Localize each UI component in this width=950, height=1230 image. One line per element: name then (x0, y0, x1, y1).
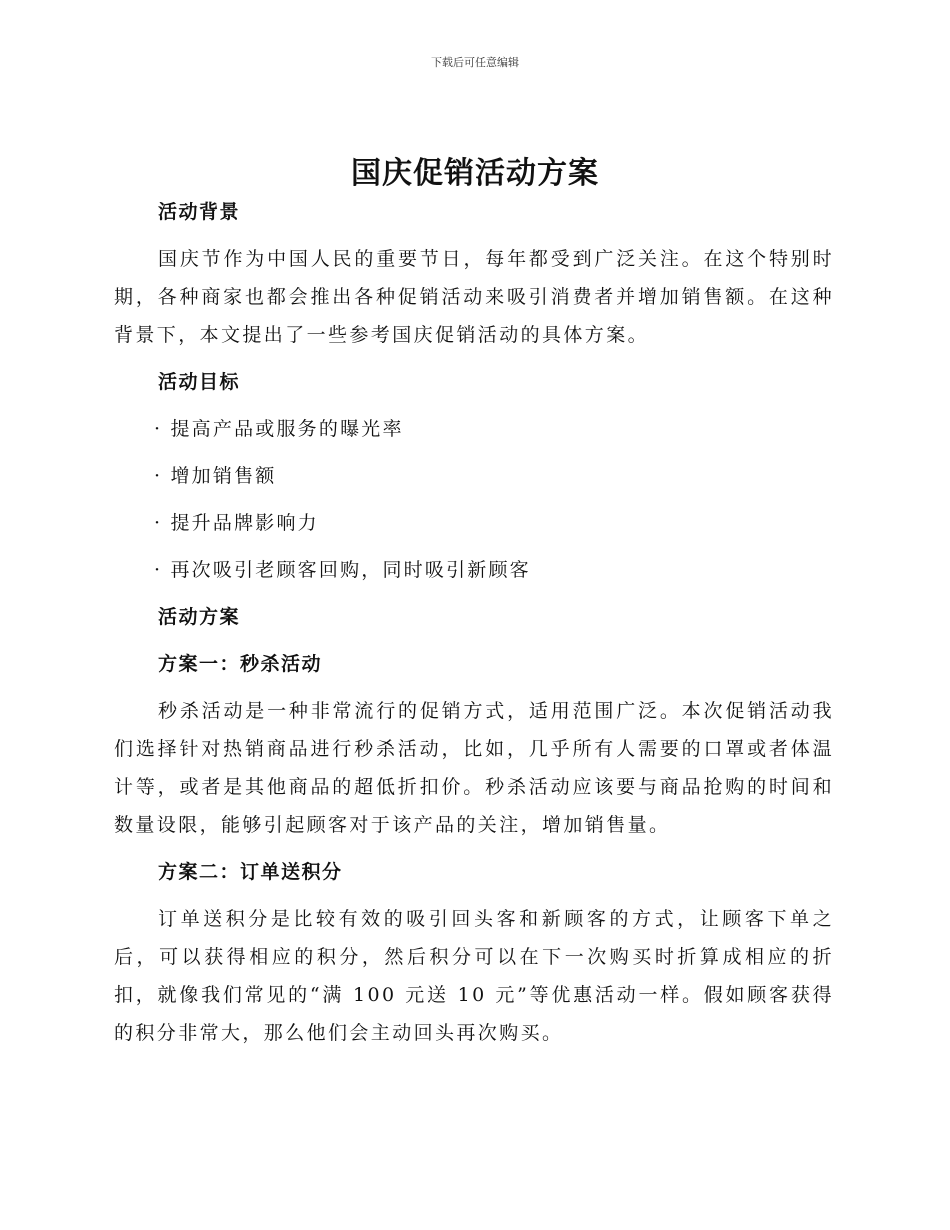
plan2-heading: 方案二：订单送积分 (158, 861, 343, 883)
goal-item: · 提高产品或服务的曝光率 (154, 418, 404, 440)
plan2-paragraph: 订单送积分是比较有效的吸引回头客和新顾客的方式，让顾客下单之后，可以获得相应的积分，然后积分可以在下一次购买时折算成相应的折扣，就像我们常见的“满 100 元送 10 元”等优惠活动一样。假如顾客获得的积分非常大，那么他们会主动回头再次购买。 (114, 908, 834, 1044)
goal-item: · 增加销售额 (154, 465, 277, 487)
section-heading-background: 活动背景 (158, 201, 241, 223)
background-paragraph: 国庆节作为中国人民的重要节日，每年都受到广泛关注。在这个特别时期，各种商家也都会推出各种促销活动来吸引消费者并增加销售额。在这种背景下，本文提出了一些参考国庆促销活动的具体方案。 (114, 248, 834, 346)
plan1-paragraph: 秒杀活动是一种非常流行的促销方式，适用范围广泛。本次促销活动我们选择针对热销商品进行秒杀活动，比如，几乎所有人需要的口罩或者体温计等，或者是其他商品的超低折扣价。秒杀活动应该要与商品抢购的时间和数量设限，能够引起顾客对于该产品的关注，增加销售量。 (114, 700, 834, 836)
goal-item: · 再次吸引老顾客回购，同时吸引新顾客 (154, 559, 531, 581)
goal-item: · 提升品牌影响力 (154, 512, 319, 534)
section-heading-plan: 活动方案 (158, 606, 241, 628)
plan1-heading: 方案一：秒杀活动 (158, 653, 323, 675)
document-title: 国庆促销活动方案 (351, 156, 599, 191)
header-note: 下载后可任意编辑 (431, 56, 519, 69)
section-heading-goals: 活动目标 (158, 371, 241, 393)
document-body (114, 196, 834, 1052)
